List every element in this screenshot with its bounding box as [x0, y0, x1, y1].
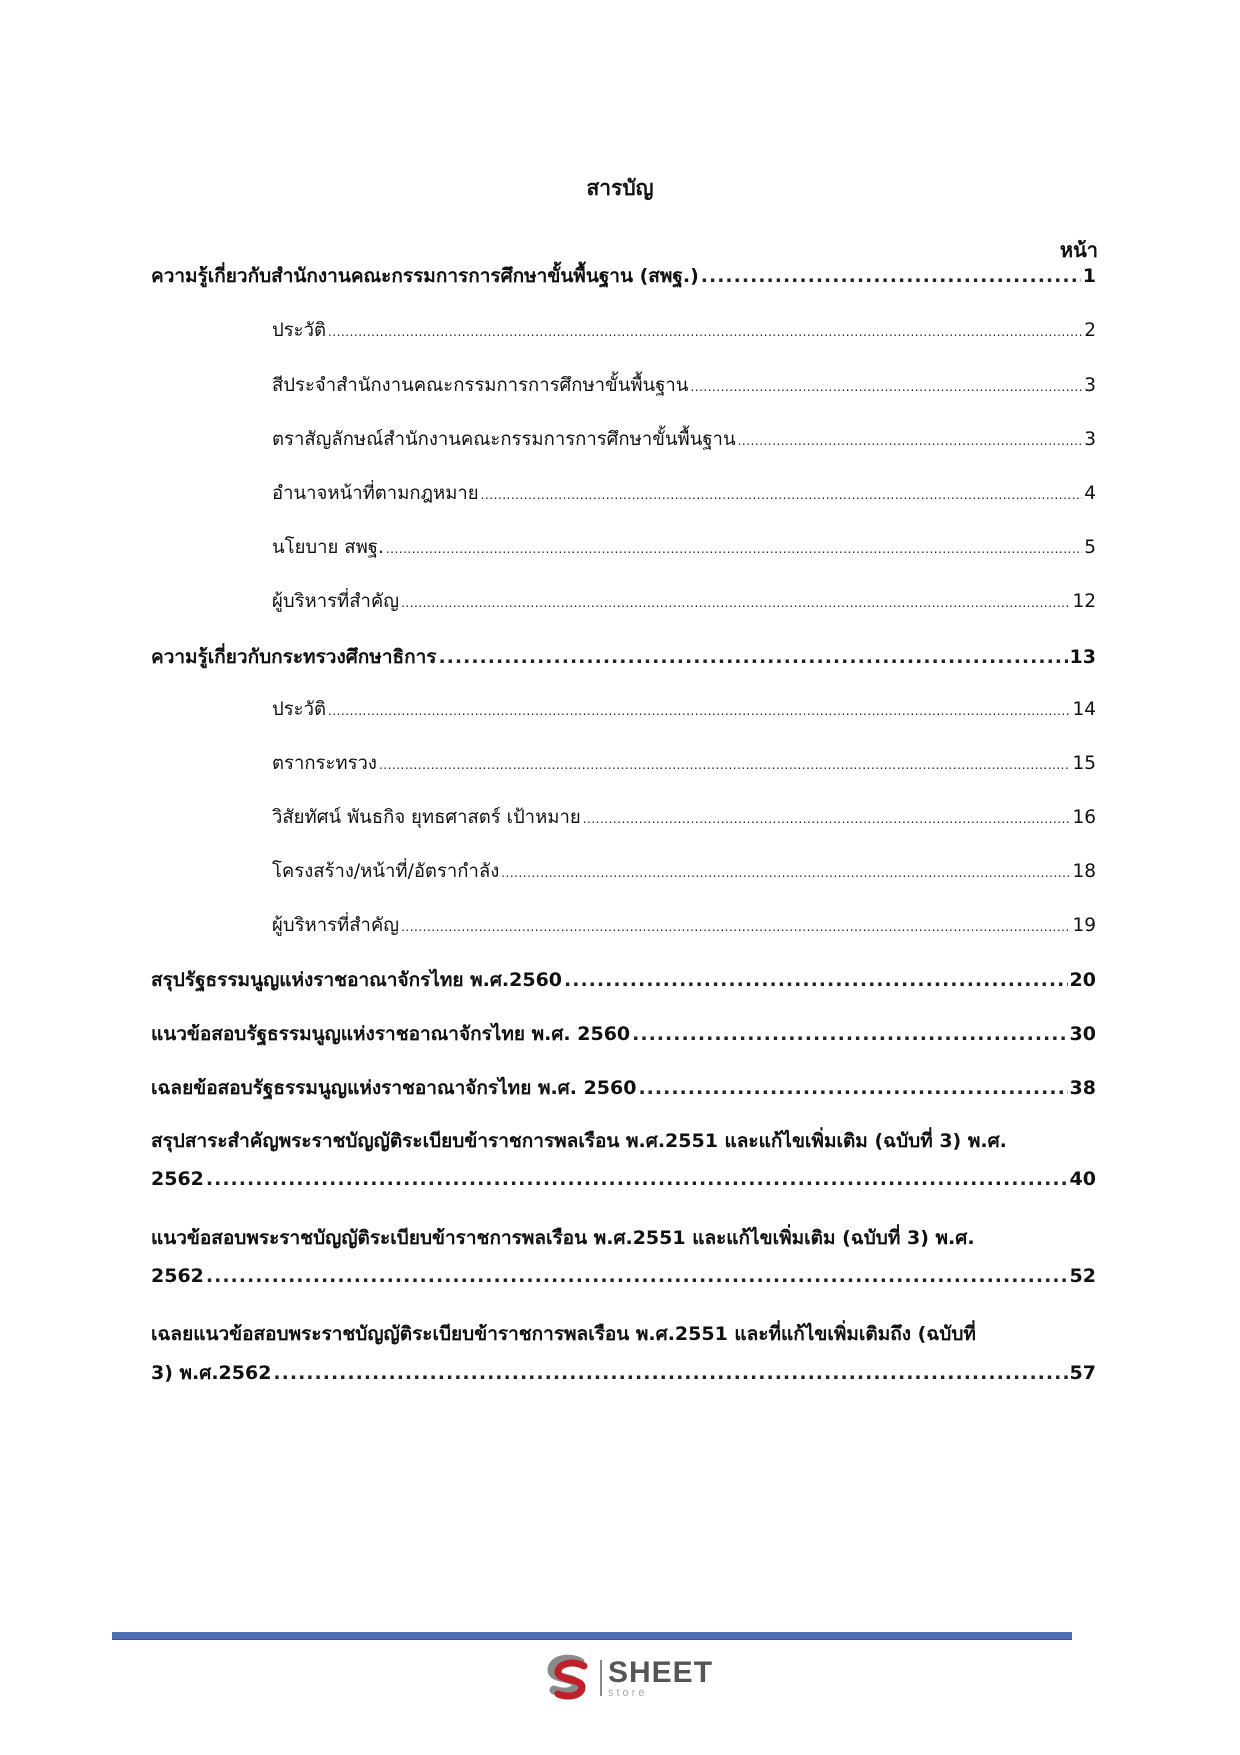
toc-entry-page: 15	[1072, 753, 1096, 774]
toc-entry-label: ผู้บริหารที่สำคัญ	[272, 591, 400, 612]
logo-separator	[600, 1660, 602, 1696]
leader-dots	[273, 1360, 1067, 1386]
toc-entry-label: โครงสร้าง/หน้าที่/อัตรากำลัง	[272, 861, 500, 882]
leader-dots	[206, 1166, 1068, 1192]
toc-entry[interactable]	[272, 535, 1096, 562]
toc-entry-page: 14	[1072, 699, 1096, 720]
toc-entry-label: สีประจำสำนักงานคณะกรรมการการศึกษาขั้นพื้นฐาน	[272, 375, 689, 396]
toc-entry-label: ตราสัญลักษณ์สำนักงานคณะกรรมการการศึกษาขั้นพื้นฐาน	[272, 429, 736, 450]
leader-dots	[206, 1263, 1068, 1289]
toc-entry[interactable]	[151, 644, 1096, 670]
sheet-store-logo	[540, 1654, 713, 1702]
leader-dots	[583, 806, 1071, 832]
toc-entry-page: 19	[1072, 915, 1096, 936]
sheet-store-s-icon	[540, 1654, 596, 1702]
toc-entry[interactable]	[272, 859, 1096, 886]
leader-dots	[632, 1021, 1067, 1047]
toc-entry-page: 20	[1069, 969, 1096, 991]
toc-entry-label-line1[interactable]: เฉลยแนวข้อสอบพระราชบัญญัติระเบียบข้าราชการพลเรือน พ.ศ.2551 และที่แก้ไขเพิ่มเติมถึง (ฉบับที่	[151, 1323, 976, 1345]
toc-entry-page: 57	[1069, 1362, 1096, 1384]
toc-entry-page: 5	[1084, 537, 1096, 558]
toc-entry-page: 12	[1072, 591, 1096, 612]
toc-entry-label: สรุปรัฐธรรมนูญแห่งราชอาณาจักรไทย พ.ศ.2560	[151, 969, 563, 991]
toc-entry-label-line1[interactable]: แนวข้อสอบพระราชบัญญัติระเบียบข้าราชการพลเรือน พ.ศ.2551 และแก้ไขเพิ่มเติม (ฉบับที่ 3) พ.ศ.	[151, 1227, 975, 1249]
toc-entry-page: 3	[1084, 429, 1096, 450]
toc-entry-label: ความรู้เกี่ยวกับกระทรวงศึกษาธิการ	[151, 646, 437, 668]
toc-entry-page: 16	[1072, 807, 1096, 828]
toc-entry[interactable]	[272, 589, 1096, 616]
toc-entry[interactable]	[272, 427, 1096, 454]
toc-entry-page: 40	[1069, 1168, 1096, 1190]
leader-dots	[564, 967, 1068, 993]
toc-entry-label: แนวข้อสอบรัฐธรรมนูญแห่งราชอาณาจักรไทย พ.ศ. 2560	[151, 1023, 631, 1045]
toc-entry-page: 3	[1084, 375, 1096, 396]
toc-entry-page: 1	[1082, 265, 1096, 287]
toc-entry-label: 2562	[151, 1168, 204, 1190]
toc-entry-label: ผู้บริหารที่สำคัญ	[272, 915, 400, 936]
footer-divider-bar	[112, 1632, 1072, 1640]
toc-entry[interactable]	[151, 1360, 1096, 1386]
leader-dots	[738, 428, 1083, 454]
toc-entry[interactable]	[272, 373, 1096, 400]
leader-dots	[386, 536, 1082, 562]
toc-entry-label: ความรู้เกี่ยวกับสำนักงานคณะกรรมการการศึกษาขั้นพื้นฐาน (สพฐ.)	[151, 265, 699, 287]
leader-dots	[501, 860, 1070, 886]
toc-entry-label: อำนาจหน้าที่ตามกฎหมาย	[272, 483, 479, 504]
toc-entry[interactable]	[151, 1075, 1096, 1101]
toc-entry-page: 18	[1072, 861, 1096, 882]
toc-entry-label: วิสัยทัศน์ พันธกิจ ยุทธศาสตร์ เป้าหมาย	[272, 807, 581, 828]
toc-entry-label: นโยบาย สพฐ.	[272, 537, 384, 558]
leader-dots	[328, 319, 1082, 345]
toc-entry-label: ตรากระทรวง	[272, 753, 377, 774]
toc-entry-label: 2562	[151, 1265, 204, 1287]
toc-entry[interactable]	[272, 805, 1096, 832]
toc-entry[interactable]	[272, 751, 1096, 778]
leader-dots	[328, 698, 1070, 724]
toc-entry[interactable]	[151, 263, 1096, 289]
toc-entry-page: 30	[1069, 1023, 1096, 1045]
toc-entry-page: 38	[1069, 1077, 1096, 1099]
toc-entry-page: 52	[1069, 1265, 1096, 1287]
toc-entry[interactable]	[151, 1263, 1096, 1289]
toc-entry[interactable]	[272, 697, 1096, 724]
toc-entry[interactable]	[272, 318, 1096, 345]
toc-entry[interactable]	[151, 1021, 1096, 1047]
toc-entry-page: 13	[1069, 646, 1096, 668]
leader-dots	[701, 263, 1081, 289]
leader-dots	[690, 374, 1082, 400]
toc-entry[interactable]	[151, 1166, 1096, 1192]
leader-dots	[638, 1075, 1067, 1101]
toc-entry[interactable]	[151, 967, 1096, 993]
toc-entry-label: ประวัติ	[272, 699, 327, 720]
toc-entry[interactable]	[272, 481, 1096, 508]
toc-title: สารบัญ	[586, 176, 654, 200]
leader-dots	[481, 482, 1083, 508]
toc-entry-page: 4	[1084, 483, 1096, 504]
logo-name: SHEET	[608, 1655, 714, 1689]
logo-wordmark	[608, 1655, 714, 1699]
leader-dots	[438, 644, 1067, 670]
page-column-header: หน้า	[1059, 238, 1098, 262]
leader-dots	[401, 590, 1070, 616]
leader-dots	[379, 752, 1070, 778]
leader-dots	[401, 914, 1070, 940]
toc-entry[interactable]	[272, 913, 1096, 940]
toc-entry-page: 2	[1084, 320, 1096, 341]
logo-sub: store	[608, 1686, 648, 1699]
toc-entry-label-line1[interactable]: สรุปสาระสำคัญพระราชบัญญัติระเบียบข้าราชการพลเรือน พ.ศ.2551 และแก้ไขเพิ่มเติม (ฉบับที่ 3) พ.ศ.	[151, 1130, 1007, 1152]
toc-entry-label: 3) พ.ศ.2562	[151, 1362, 272, 1384]
toc-entry-label: ประวัติ	[272, 320, 327, 341]
toc-entry-label: เฉลยข้อสอบรัฐธรรมนูญแห่งราชอาณาจักรไทย พ.ศ. 2560	[151, 1077, 637, 1099]
